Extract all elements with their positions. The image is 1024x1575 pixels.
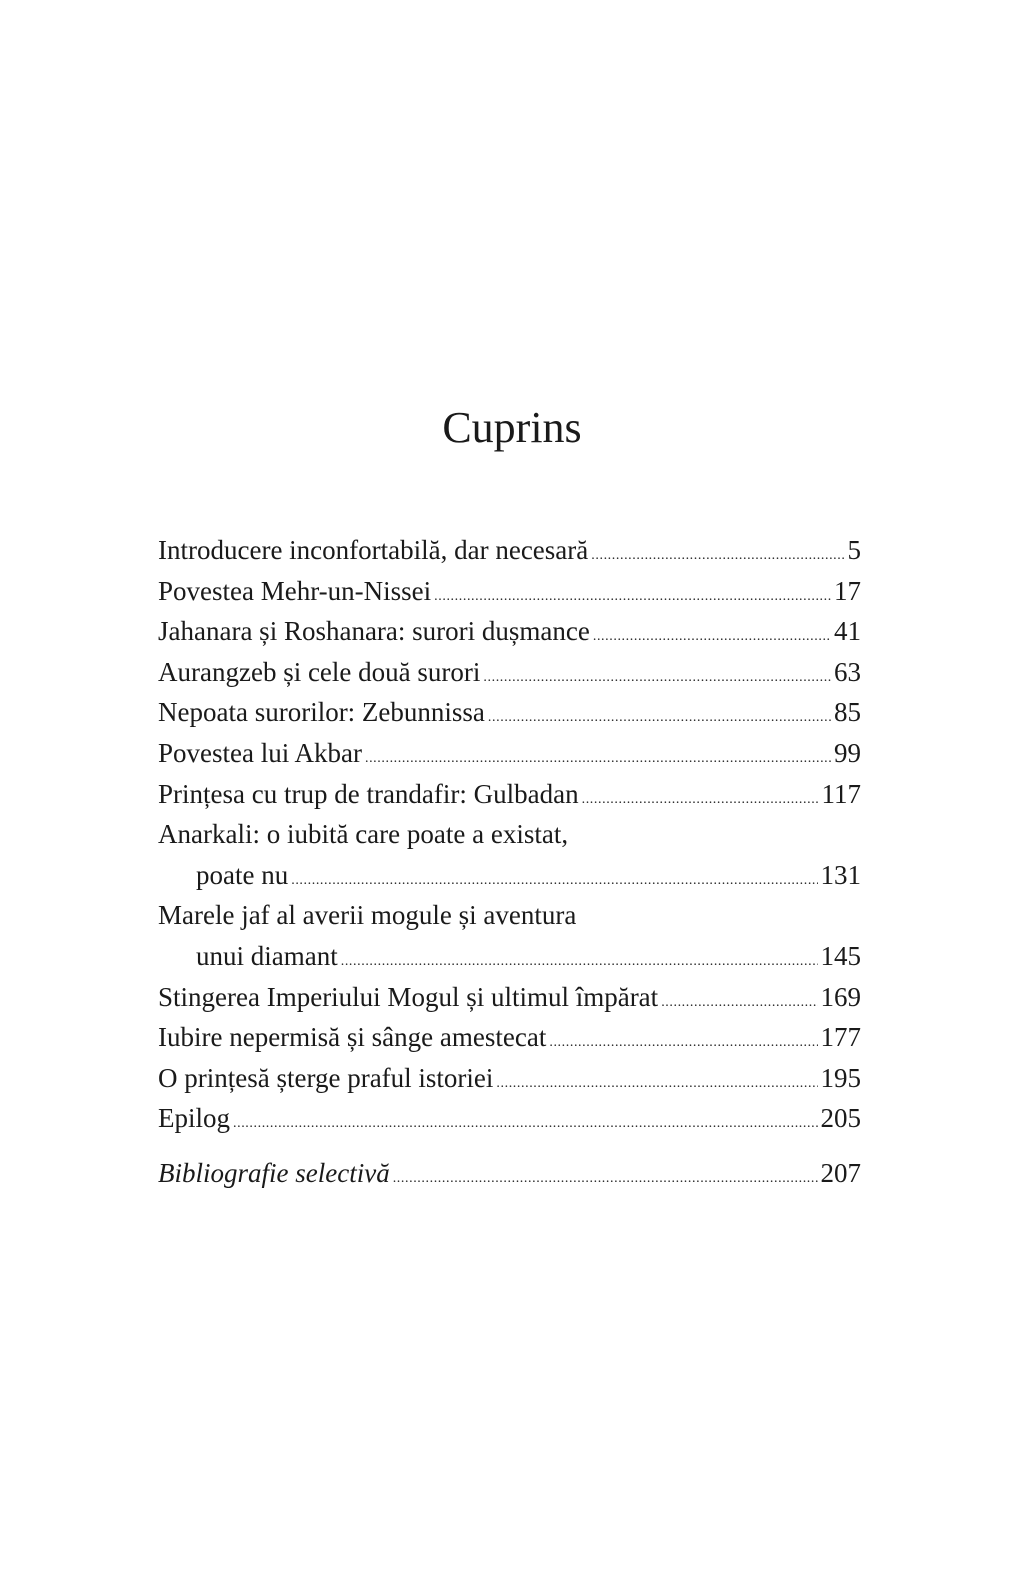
toc-entry-title: Stingerea Imperiului Mogul și ultimul împărat xyxy=(158,981,659,1012)
toc-entry-continuation[interactable] xyxy=(158,936,861,977)
toc-entry[interactable] xyxy=(158,571,861,612)
toc-page-number: 63 xyxy=(834,656,861,687)
toc-entry-title: Bibliografie selectivă xyxy=(158,1157,390,1188)
toc-entry-title: Nepoata surorilor: Zebunnissa xyxy=(158,697,485,728)
dot-leader xyxy=(496,1064,817,1105)
dot-leader xyxy=(591,536,844,577)
toc-page-number: 195 xyxy=(820,1062,861,1093)
dot-leader xyxy=(661,983,817,1024)
toc-entry[interactable] xyxy=(158,1058,861,1099)
toc-page-number: 117 xyxy=(821,778,861,809)
dot-leader xyxy=(488,698,831,739)
toc-entry-continuation[interactable] xyxy=(158,855,861,896)
dot-leader xyxy=(233,1104,818,1145)
toc-entry[interactable] xyxy=(158,652,861,693)
toc-entry-bibliography[interactable] xyxy=(158,1153,861,1194)
dot-leader xyxy=(582,780,819,821)
toc-entry[interactable] xyxy=(158,1017,861,1058)
toc-entry-title: Povestea lui Akbar xyxy=(158,737,362,768)
toc-entry[interactable] xyxy=(158,733,861,774)
toc-entry[interactable] xyxy=(158,977,861,1018)
toc-page-number: 169 xyxy=(820,981,861,1012)
toc-page-number: 207 xyxy=(820,1157,861,1188)
table-of-contents xyxy=(158,530,861,1194)
toc-entry-title: Aurangzeb și cele două surori xyxy=(158,656,481,687)
toc-entry-title: Povestea Mehr-un-Nissei xyxy=(158,575,432,606)
toc-entry-title: Jahanara și Roshanara: surori dușmance xyxy=(158,616,590,647)
toc-page-number: 17 xyxy=(834,575,861,606)
toc-page-number: 145 xyxy=(820,940,861,971)
toc-entry-title: Iubire nepermisă și sânge amestecat xyxy=(158,1022,547,1053)
toc-entry-title-continued: unui diamant xyxy=(196,940,338,971)
toc-entry-title: Epilog xyxy=(158,1103,230,1134)
toc-entry[interactable] xyxy=(158,530,861,571)
toc-entry-first-line[interactable] xyxy=(158,814,861,855)
toc-page-number: 41 xyxy=(834,616,861,647)
toc-entry[interactable] xyxy=(158,1098,861,1139)
toc-entry-title: Introducere inconfortabilă, dar necesară xyxy=(158,535,589,565)
toc-page-number: 5 xyxy=(847,535,861,565)
toc-entry[interactable] xyxy=(158,774,861,815)
toc-page-number: 205 xyxy=(820,1103,861,1134)
toc-page-number: 99 xyxy=(834,737,861,768)
toc-entry-title-continued: poate nu xyxy=(196,859,289,890)
toc-entry-title: Prințesa cu trup de trandafir: Gulbadan xyxy=(158,778,579,809)
page-title: Cuprins xyxy=(442,403,582,452)
toc-entry-title: Anarkali: o iubită care poate a existat, xyxy=(158,819,569,850)
toc-entry[interactable] xyxy=(158,611,861,652)
toc-page-number: 177 xyxy=(820,1022,861,1053)
toc-entry-title: O prințesă șterge praful istoriei xyxy=(158,1062,494,1093)
toc-page-number: 85 xyxy=(834,697,861,728)
toc-entry[interactable] xyxy=(158,692,861,733)
toc-entry-title: Marele jaf al averii mogule și aventura xyxy=(158,900,577,931)
dot-leader xyxy=(393,1159,818,1200)
dot-leader xyxy=(549,1023,817,1064)
dot-leader xyxy=(593,617,831,658)
dot-leader xyxy=(483,658,831,699)
toc-entry-first-line[interactable] xyxy=(158,895,861,936)
toc-page-number: 131 xyxy=(820,859,861,890)
